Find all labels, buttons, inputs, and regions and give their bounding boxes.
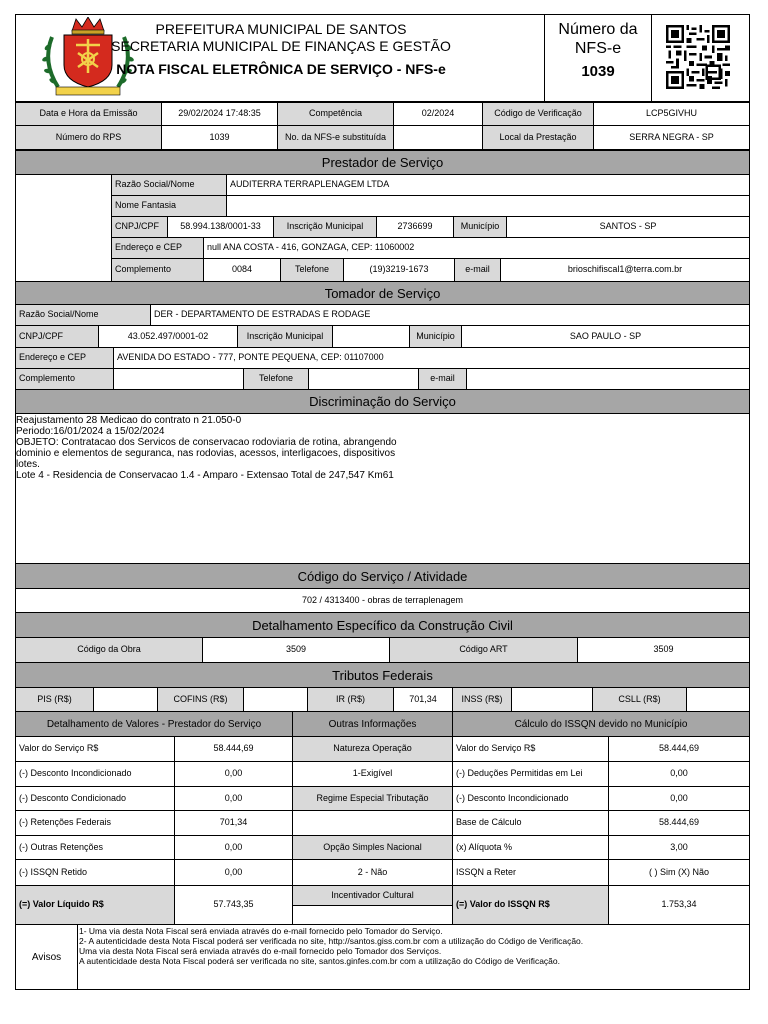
issqn-row-label: Base de Cálculo <box>452 810 609 836</box>
servico-value: 702 / 4313400 - obras de terraplenagem <box>15 588 750 613</box>
tomador-municipio-label: Município <box>409 325 462 348</box>
inss-value <box>511 687 593 712</box>
valores-row-value: 0,00 <box>174 835 293 860</box>
regime-especial-value <box>292 810 453 836</box>
header-line-2: SECRETARIA MUNICIPAL DE FINANÇAS E GESTÃO <box>111 38 451 54</box>
tomador-cnpj-value: 43.052.497/0001-02 <box>98 325 238 348</box>
codigo-verificacao-label: Código de Verificação <box>482 102 594 126</box>
prestador-razao-label: Razão Social/Nome <box>111 174 227 196</box>
issqn-row-label: ISSQN a Reter <box>452 859 609 886</box>
prestador-fantasia-value <box>226 195 750 217</box>
simples-nacional-value: 2 - Não <box>292 859 453 886</box>
local-prestacao-label: Local da Prestação <box>482 125 594 150</box>
cofins-value <box>243 687 308 712</box>
outras-section-title: Outras Informações <box>292 711 453 737</box>
issqn-row-value: 3,00 <box>608 835 750 860</box>
inss-label: INSS (R$) <box>452 687 512 712</box>
prestador-telefone-value: (19)3219-1673 <box>343 258 455 282</box>
prestador-endereco-value: null ANA COSTA - 416, GONZAGA, CEP: 11060002 <box>203 237 750 259</box>
tributos-section-title: Tributos Federais <box>15 662 750 688</box>
tomador-telefone-value <box>308 368 419 390</box>
valores-row-label: (-) Desconto Incondicionado <box>15 761 175 787</box>
tomador-complemento-label: Complemento <box>15 368 114 390</box>
simples-nacional-label: Opção Simples Nacional <box>292 835 453 860</box>
valor-liquido-value: 57.743,35 <box>174 885 293 925</box>
rps-value: 1039 <box>161 125 278 150</box>
issqn-row-label: (x) Alíquota % <box>452 835 609 860</box>
valores-row-label: (-) Retenções Federais <box>15 810 175 836</box>
codigo-verificacao-value: LCP5GIVHU <box>593 102 750 126</box>
natureza-operacao-value: 1-Exigível <box>292 761 453 787</box>
discriminacao-line: lotes. <box>16 459 40 470</box>
valores-row-value: 58.444,69 <box>174 736 293 762</box>
competencia-label: Competência <box>277 102 394 126</box>
valor-liquido-label: (=) Valor Líquido R$ <box>15 885 175 925</box>
header-line-1: PREFEITURA MUNICIPAL DE SANTOS <box>155 21 407 37</box>
prestador-im-label: Inscrição Municipal <box>273 216 377 238</box>
valores-section-title: Detalhamento de Valores - Prestador do Serviço <box>15 711 293 737</box>
construcao-section-title: Detalhamento Específico da Construção Civil <box>15 612 750 638</box>
natureza-operacao-label: Natureza Operação <box>292 736 453 762</box>
tomador-email-label: e-mail <box>418 368 467 390</box>
pis-value <box>93 687 158 712</box>
tomador-telefone-label: Telefone <box>243 368 309 390</box>
prestador-municipio-label: Município <box>453 216 507 238</box>
tomador-razao-label: Razão Social/Nome <box>15 304 151 326</box>
discriminacao-line: Lote 4 - Residencia de Conservacao 1.4 - Amparo - Extensao Total de 247,547 Km61 <box>16 470 394 481</box>
aviso-line: A autenticidade desta Nota Fiscal poderá ser verificada no site, santos.ginfes.com.br com a utilização do Código de Verificação. <box>79 956 560 966</box>
discriminacao-line: OBJETO: Contratacao dos Servicos de conservacao rodoviaria de rotina, abrangendo <box>16 437 397 448</box>
discriminacao-line: dominio e elementos de seguranca, nas rodovias, acessos, interligacoes, dispositivos <box>16 448 396 459</box>
header-section <box>15 14 750 102</box>
valor-issqn-label: (=) Valor do ISSQN R$ <box>452 885 609 925</box>
valores-row-value: 0,00 <box>174 859 293 886</box>
avisos-box <box>77 924 750 990</box>
nfse-number: 1039 <box>581 63 615 80</box>
prestador-complemento-label: Complemento <box>111 258 204 282</box>
rps-label: Número do RPS <box>15 125 162 150</box>
pis-label: PIS (R$) <box>15 687 94 712</box>
prestador-telefone-label: Telefone <box>280 258 344 282</box>
nfse-number-label-2: NFS-e <box>574 40 622 57</box>
issqn-row-value: 58.444,69 <box>608 736 750 762</box>
issqn-row-value: 0,00 <box>608 786 750 811</box>
regime-especial-label: Regime Especial Tributação <box>292 786 453 811</box>
prestador-section-title: Prestador de Serviço <box>15 150 750 175</box>
issqn-row-value: 58.444,69 <box>608 810 750 836</box>
valores-row-value: 0,00 <box>174 786 293 811</box>
prestador-email-label: e-mail <box>454 258 501 282</box>
servico-section-title: Código do Serviço / Atividade <box>15 563 750 589</box>
csll-value <box>686 687 750 712</box>
issqn-row-label: Valor do Serviço R$ <box>452 736 609 762</box>
tomador-endereco-label: Endereço e CEP <box>15 347 114 369</box>
header-line-3: NOTA FISCAL ELETRÔNICA DE SERVIÇO - NFS-e <box>116 61 446 77</box>
codigo-art-label: Código ART <box>389 637 578 663</box>
aviso-line: 2- A autenticidade desta Nota Fiscal poderá ser verificada no site, http://santos.giss.com.br com a utilização do Código de Verificação. <box>79 936 584 946</box>
nfse-number-box <box>544 15 652 101</box>
prestador-complemento-value: 0084 <box>203 258 281 282</box>
prestador-email-value: brioschifiscal1@terra.com.br <box>500 258 750 282</box>
prestador-cnpj-value: 58.994.138/0001-33 <box>167 216 274 238</box>
valores-row-label: Valor do Serviço R$ <box>15 736 175 762</box>
tomador-email-value <box>466 368 750 390</box>
issqn-row-value: ( ) Sim (X) Não <box>608 859 750 886</box>
ir-label: IR (R$) <box>307 687 394 712</box>
aviso-line: 1- Uma via desta Nota Fiscal será enviada através do e-mail fornecido pelo Tomador do Serviço. <box>79 926 443 936</box>
prestador-endereco-label: Endereço e CEP <box>111 237 204 259</box>
competencia-value: 02/2024 <box>393 102 483 126</box>
valor-issqn-value: 1.753,34 <box>608 885 750 925</box>
tomador-im-value <box>332 325 410 348</box>
tomador-endereco-value: AVENIDA DO ESTADO - 777, PONTE PEQUENA, CEP: 01107000 <box>113 347 750 369</box>
csll-label: CSLL (R$) <box>592 687 687 712</box>
incentivador-cultural-label: Incentivador Cultural <box>292 885 453 906</box>
tomador-municipio-value: SAO PAULO - SP <box>461 325 750 348</box>
tomador-razao-value: DER - DEPARTAMENTO DE ESTRADAS E RODAGE <box>150 304 750 326</box>
prestador-cnpj-label: CNPJ/CPF <box>111 216 168 238</box>
tomador-cnpj-label: CNPJ/CPF <box>15 325 99 348</box>
valores-row-label: (-) Desconto Condicionado <box>15 786 175 811</box>
cofins-label: COFINS (R$) <box>157 687 244 712</box>
aviso-line: Uma via desta Nota Fiscal será enviada através do e-mail fornecido pelo Tomador dos Serviços. <box>79 946 442 956</box>
issqn-section-title: Cálculo do ISSQN devido no Município <box>452 711 750 737</box>
prestador-municipio-value: SANTOS - SP <box>506 216 750 238</box>
tomador-im-label: Inscrição Municipal <box>237 325 333 348</box>
valores-row-value: 701,34 <box>174 810 293 836</box>
nfse-number-label-1: Número da <box>558 21 638 38</box>
valores-row-label: (-) ISSQN Retido <box>15 859 175 886</box>
discriminacao-section-title: Discriminação do Serviço <box>15 389 750 414</box>
prestador-razao-value: AUDITERRA TERRAPLENAGEM LTDA <box>226 174 750 196</box>
prestador-fantasia-label: Nome Fantasia <box>111 195 227 217</box>
codigo-art-value: 3509 <box>577 637 750 663</box>
issqn-row-label: (-) Deduções Permitidas em Lei <box>452 761 609 787</box>
avisos-label: Avisos <box>15 924 78 990</box>
emissao-value: 29/02/2024 17:48:35 <box>161 102 278 126</box>
incentivador-cultural-value <box>292 905 453 925</box>
discriminacao-line: Periodo:16/01/2024 a 15/02/2024 <box>16 426 165 437</box>
issqn-row-label: (-) Desconto Incondicionado <box>452 786 609 811</box>
valores-row-value: 0,00 <box>174 761 293 787</box>
codigo-obra-label: Código da Obra <box>15 637 203 663</box>
local-prestacao-value: SERRA NEGRA - SP <box>593 125 750 150</box>
codigo-obra-value: 3509 <box>202 637 390 663</box>
qr-code <box>666 25 730 89</box>
discriminacao-line: Reajustamento 28 Medicao do contrato n 21.050-0 <box>16 415 242 426</box>
issqn-row-value: 0,00 <box>608 761 750 787</box>
discriminacao-box <box>15 413 750 564</box>
emissao-label: Data e Hora da Emissão <box>15 102 162 126</box>
tomador-section-title: Tomador de Serviço <box>15 281 750 305</box>
ir-value: 701,34 <box>393 687 453 712</box>
tomador-complemento-value <box>113 368 244 390</box>
nfse-substituida-label: No. da NFS-e substituída <box>277 125 394 150</box>
nfse-substituida-value <box>393 125 483 150</box>
valores-row-label: (-) Outras Retenções <box>15 835 175 860</box>
prestador-im-value: 2736699 <box>376 216 454 238</box>
prestador-logo-area <box>15 174 112 282</box>
